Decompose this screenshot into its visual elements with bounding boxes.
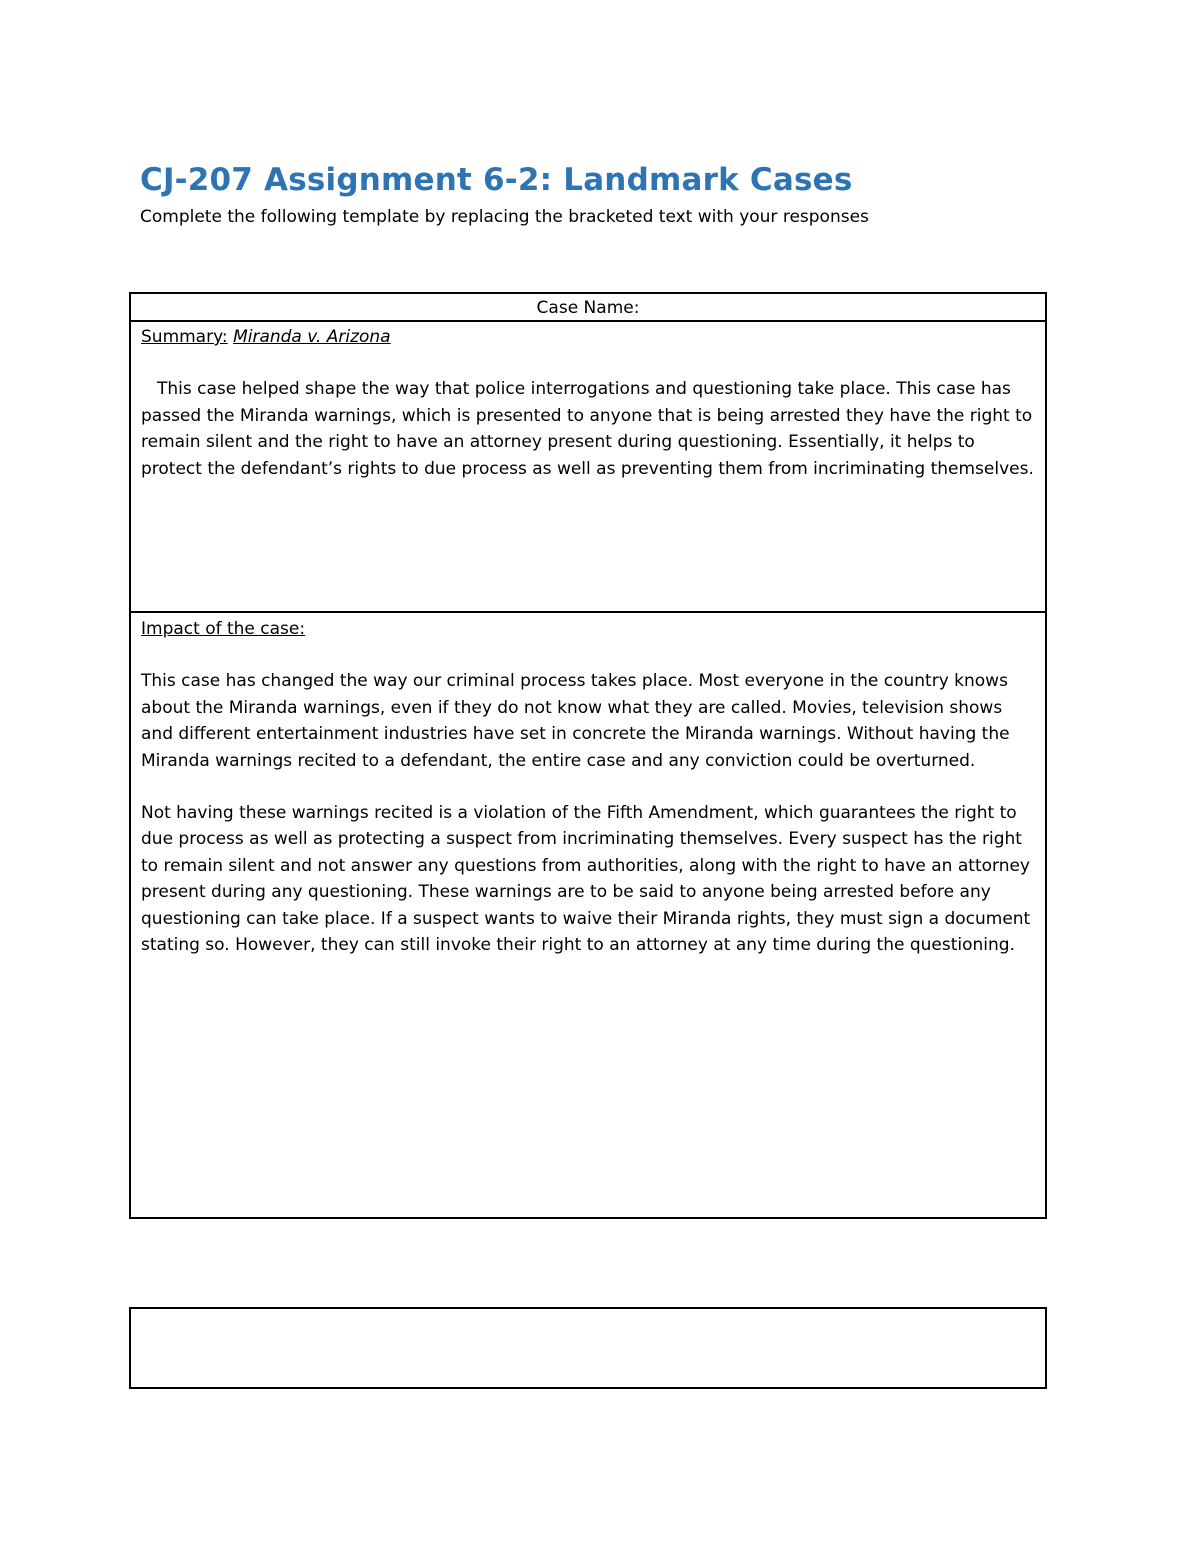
impact-paragraph-1: This case has changed the way our criminal process takes place. Most everyone in the country knows about the Miranda warnings, even if they do not know what they are called. Movies, television shows and different entertainment industries have set in concrete the Miranda warnings. Without having the Miranda warnings recited to a defendant, the entire case and any conviction could be overturned. [141, 671, 1010, 771]
document-subtitle: Complete the following template by replacing the bracketed text with your responses [140, 207, 869, 227]
impact-heading [141, 616, 1035, 642]
summary-cell[interactable] [131, 322, 1045, 613]
impact-label: Impact of the case: [141, 619, 306, 639]
summary-text: This case helped shape the way that police interrogations and questioning take place. This case has passed the Miranda warnings, which is presented to anyone that is being arrested they have the right to remain silent and the right to have an attorney present during questioning. Essentially, it helps to protect the defendant’s rights to due process as well as preventing them from incriminating themselves. [141, 379, 1034, 479]
case-title: Miranda v. Arizona [233, 327, 391, 347]
case-table [129, 292, 1047, 1219]
impact-cell[interactable] [131, 613, 1045, 1217]
document-title: CJ-207 Assignment 6-2: Landmark Cases [140, 162, 853, 198]
case-name-header [131, 294, 1045, 322]
case-name-label: Case Name: [536, 298, 640, 318]
summary-heading [141, 324, 1035, 350]
empty-table-box[interactable] [129, 1307, 1047, 1389]
summary-label: Summary: [141, 327, 228, 347]
impact-paragraph-2: Not having these warnings recited is a violation of the Fifth Amendment, which guarantees the right to due process as well as protecting a suspect from incriminating themselves. Every suspect has the right to remain silent and not answer any questions from authorities, along with the right to have an attorney present during any questioning. These warnings are to be said to anyone being arrested before any questioning can take place. If a suspect wants to waive their Miranda rights, they must sign a document stating so. However, they can still invoke their right to an attorney at any time during the questioning. [141, 803, 1031, 956]
